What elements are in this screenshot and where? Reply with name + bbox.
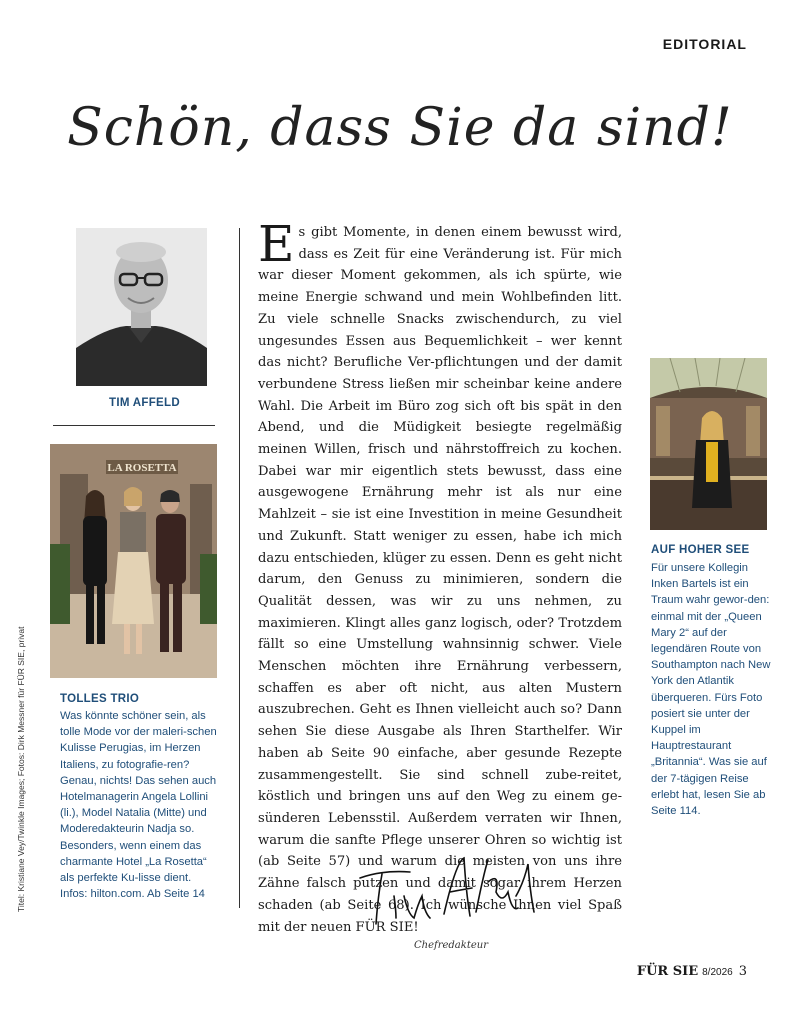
author-caption: TIM AFFELD <box>109 397 180 409</box>
author-photo <box>76 228 207 386</box>
signature-role: Chefredakteur <box>414 940 488 951</box>
trio-caption-title: TOLLES TRIO <box>60 693 140 705</box>
page-number: 3 <box>738 964 747 979</box>
hotel-sign: LA ROSETTA <box>107 462 177 474</box>
page-footer <box>637 964 747 979</box>
sea-caption-title: AUF HOHER SEE <box>651 544 750 556</box>
photo-credit: Titel: Kristiane Vey/Twinkle Images; Fotos: Dirk Messner für FÜR SIE, privat <box>16 626 26 912</box>
signature <box>352 852 552 932</box>
column-divider <box>239 228 240 908</box>
magazine-name: FÜR SIE <box>636 964 699 979</box>
trio-photo <box>50 444 217 678</box>
sea-caption-body: Für unsere Kollegin Inken Bartels ist ein Traum wahr gewor-den: einmal mit der „Queen Mary 2“ auf der legendären Route von Southampton nach New York den Atlantik überqueren. Fürs Foto posiert sie unter der Kuppel im Hauptrestaurant „Britannia“. Was sie auf der 7-tägigen Reise erlebt hat, lesen Sie ab Seite 114. <box>651 562 771 818</box>
headline: Schön, dass Sie da sind! <box>67 98 733 158</box>
issue-number: 8/2026 <box>702 967 733 978</box>
editorial-text <box>258 215 622 938</box>
divider <box>53 425 215 426</box>
trio-caption-body: Was könnte schöner sein, als tolle Mode vor der maleri-schen Kulisse Perugias, im Herzen Italiens, zu fotografie-ren? Genau, nichts! Das sehen auch Hotelmanagerin Angela Lollini (li.), Model Natalia (Mitte) und Moderedakteurin Nadja so. Besonders, wenn einem das charmante Hotel „La Rosetta“ als perfekte Ku-lisse dient. Infos: hilton.com. Ab Seite 14 <box>60 710 217 901</box>
editorial-body: s gibt Momente, in denen einem bewusst wird, dass es Zeit für eine Veränderung ist. Für mich war dieser Moment gekommen, als ich spürte, wie meine Energie schwand und mein Wohlbefinden litt. Zu viele schnelle Snacks zwischendurch, zu viel ungesundes Essen aus Bequemlichkeit – wer kennt das nicht? Berufliche Ver-pflichtungen und der damit verbundene Stress ließen mir scheinbar keine andere Wahl. Die Arbeit im Büro zog sich oft bis spät in den Abend, und die Müdigkeit besiegte regelmäßig meinen Willen, frisch und nährstoffreich zu kochen. Dabei war mir eigentlich stets bewusst, dass eine ausgewogene Ernährung mehr ist als nur eine Mahlzeit – sie ist eine Investition in meine Gesundheit und Zukunft. Statt weniger zu essen, habe ich mich dazu entschieden, klüger zu essen. Denn es geht nicht darum, den Genuss zu minimieren, sondern die Qualität dessen, was wir zu uns nehmen, zu maximieren. Klingt alles ganz logisch, oder? Trotzdem fällt so eine Umstellung wahnsinnig schwer. Viele Menschen möchten ihre Ernährung verbessern, schaffen es aber oft nicht, aus alten Mustern auszubrechen. Geht es Ihnen vielleicht auch so? Dann sehen Sie diese Ausgabe als Ihren Starthelfer. Wir haben ab Seite 90 einfache, aber gesunde Rezepte zusammengestellt. Sie sind schnell zube-reitet, köstlich und bringen uns auf den Weg zu einem ge-sünderen Lebensstil. Außerdem verraten wir Ihnen, warum die sanfte Pflege unserer Ohren so wichtig ist (ab Seite 57) und warum die meisten von uns ihre Zähne falsch putzen und damit sogar ihrem Herzen schaden (ab Seite 68). Ich wünsche Ihnen viel Spaß mit der neuen FÜR SIE! <box>258 225 622 935</box>
section-label: EDITORIAL <box>662 36 747 52</box>
dropcap: E <box>258 215 295 273</box>
ship-photo <box>650 358 767 530</box>
